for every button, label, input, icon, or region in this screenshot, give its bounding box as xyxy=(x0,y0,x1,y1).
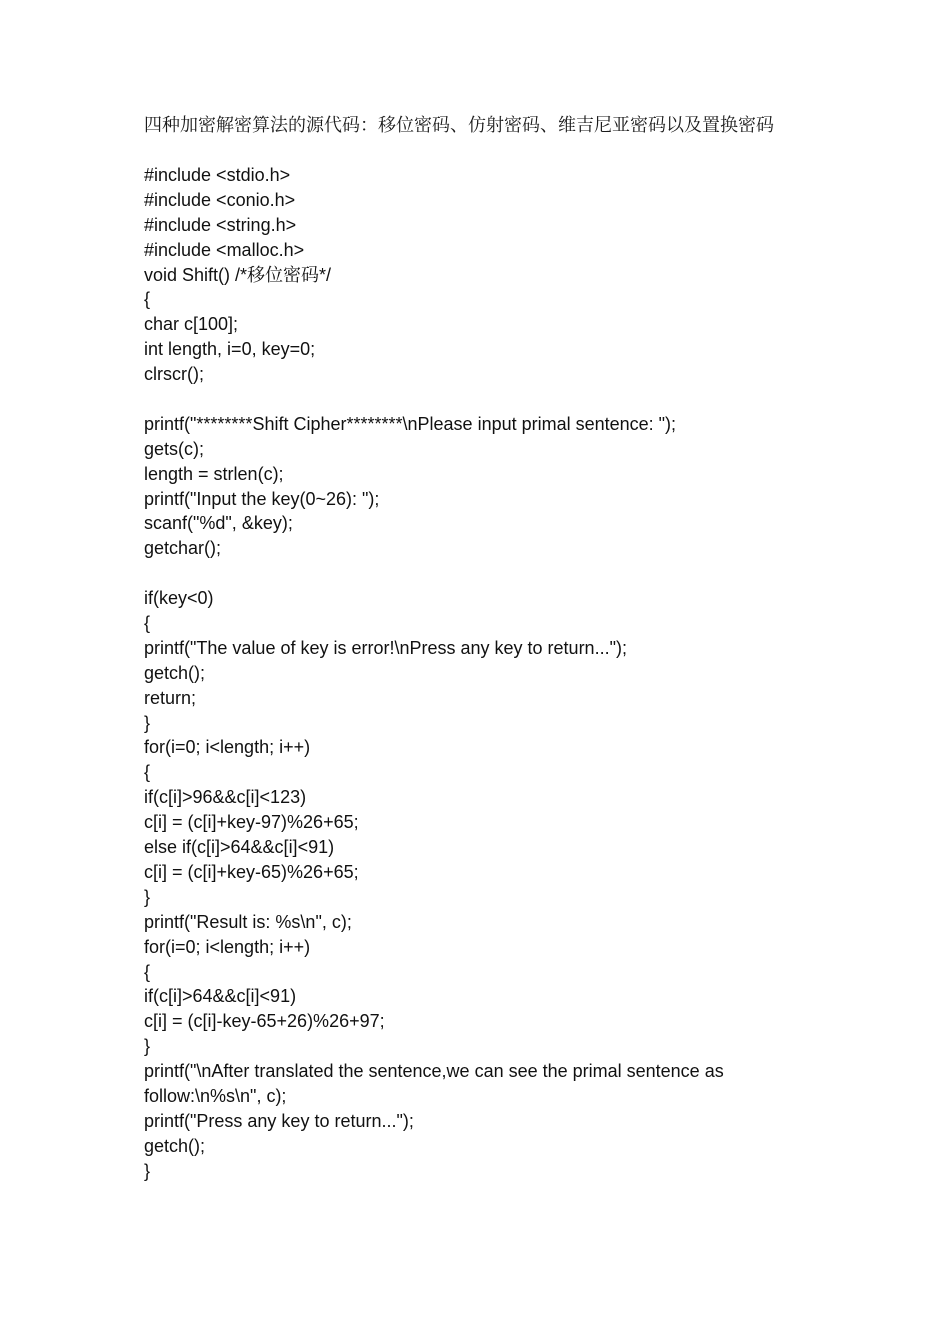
code-line: for(i=0; i<length; i++) xyxy=(144,936,311,957)
code-line: void Shift() /*移位密码*/ xyxy=(144,264,332,285)
code-line: { xyxy=(144,613,151,634)
code-line: } xyxy=(144,886,151,907)
code-line: int length, i=0, key=0; xyxy=(144,339,316,360)
code-line: #include <string.h> xyxy=(144,214,297,235)
code-line: if(c[i]>64&&c[i]<91) xyxy=(144,986,297,1007)
code-line: for(i=0; i<length; i++) xyxy=(144,737,311,758)
code-line: return; xyxy=(144,687,197,708)
code-line: #include <stdio.h> xyxy=(144,165,291,185)
code-line: #include <conio.h> xyxy=(144,189,296,210)
code-line xyxy=(144,387,884,412)
code-line: c[i] = (c[i]+key-97)%26+65; xyxy=(144,812,359,833)
code-line: char c[100]; xyxy=(144,314,239,335)
code-line: c[i] = (c[i]-key-65+26)%26+97; xyxy=(144,1011,385,1032)
code-line: if(key<0) xyxy=(144,588,214,609)
code-line: clrscr(); xyxy=(144,364,204,385)
code-line: printf("Input the key(0~26): "); xyxy=(144,488,380,509)
code-line: { xyxy=(144,961,151,982)
code-line: } xyxy=(144,1036,151,1057)
code-line: if(c[i]>96&&c[i]<123) xyxy=(144,787,307,808)
code-line: follow:\n%s\n", c); xyxy=(144,1085,287,1106)
document-title: 四种加密解密算法的源代码：移位密码、仿射密码、维吉尼亚密码以及置换密码 xyxy=(144,115,774,136)
code-line: c[i] = (c[i]+key-65)%26+65; xyxy=(144,861,359,882)
code-line: { xyxy=(144,762,151,783)
code-line: getchar(); xyxy=(144,538,222,559)
code-line: else if(c[i]>64&&c[i]<91) xyxy=(144,837,335,858)
code-line: gets(c); xyxy=(144,438,205,459)
code-line: } xyxy=(144,1160,151,1181)
code-line: printf("The value of key is error!\nPress any key to return..."); xyxy=(144,637,627,658)
code-line: #include <malloc.h> xyxy=(144,239,305,260)
code-line: getch(); xyxy=(144,662,206,683)
code-line: length = strlen(c); xyxy=(144,463,284,484)
code-line: { xyxy=(144,289,151,310)
code-line: getch(); xyxy=(144,1135,206,1156)
code-line: scanf("%d", &key); xyxy=(144,513,293,534)
code-block xyxy=(144,163,884,1184)
code-line: printf("\nAfter translated the sentence,we can see the primal sentence as xyxy=(144,1061,724,1082)
code-line: } xyxy=(144,712,151,733)
code-line xyxy=(144,561,884,586)
code-line: printf("Result is: %s\n", c); xyxy=(144,911,352,932)
code-line: printf("Press any key to return..."); xyxy=(144,1110,414,1131)
code-line: printf("********Shift Cipher********\nPlease input primal sentence: "); xyxy=(144,413,677,434)
